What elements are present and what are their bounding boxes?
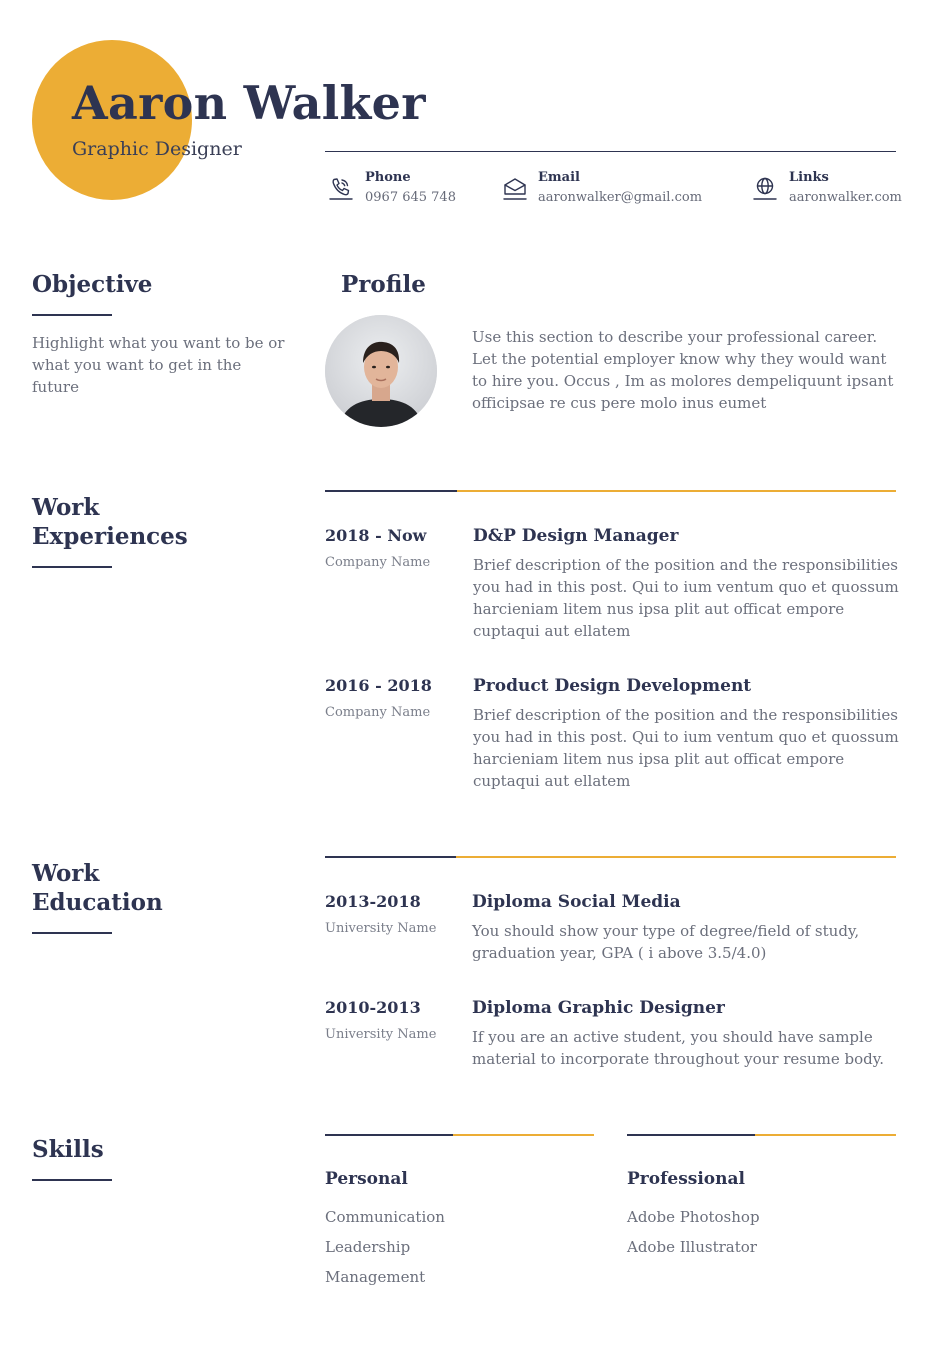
education-school: University Name [325, 921, 437, 936]
work-experiences-title-line2: Experiences [32, 523, 188, 550]
resume-name: Aaron Walker [72, 76, 426, 130]
education-years: 2010-2013 [325, 998, 421, 1017]
header-divider [325, 151, 896, 152]
experience-company: Company Name [325, 705, 431, 720]
email-label: Email [538, 170, 580, 185]
links-value[interactable]: aaronwalker.com [789, 190, 902, 205]
objective-text: Highlight what you want to be or what you want to get in the future [32, 334, 285, 396]
globe-icon [752, 175, 778, 205]
professional-skills-divider [627, 1134, 896, 1136]
skills-title: Skills [32, 1136, 104, 1163]
skill-item: Leadership [325, 1238, 411, 1256]
skill-item: Communication [325, 1208, 445, 1226]
skills-rule [32, 1179, 112, 1181]
education-description: If you are an active student, you should have sample material to incorporate throughout your resume body. [472, 1028, 885, 1068]
personal-skills-divider [325, 1134, 594, 1136]
links-label: Links [789, 170, 829, 185]
phone-value[interactable]: 0967 645 748 [365, 190, 456, 205]
work-education-title [32, 859, 163, 917]
experience-position: Product Design Development [473, 676, 752, 696]
experience-years: 2016 - 2018 [325, 676, 432, 695]
education-degree: Diploma Graphic Designer [472, 998, 725, 1018]
work-experiences-divider [325, 490, 896, 492]
personal-skills-list [325, 1202, 445, 1292]
work-education-rule [32, 932, 112, 934]
experience-description: Brief description of the position and the responsibilities you had in this post. Qui to ium ventum quo et quossum harcieniam litem nus ipsa plit aut officat empore cuptaqui aut ellatem [473, 556, 899, 640]
work-education-title-line1: Work [32, 860, 100, 887]
professional-skills-list [627, 1202, 760, 1262]
experience-company: Company Name [325, 555, 431, 570]
profile-text: Use this section to describe your professional career. Let the potential employer know why they would want to hire you. Occus , Im as molores dempeliquunt ipsant officipsae re cus pere molo inus eumet [472, 328, 894, 412]
work-experiences-rule [32, 566, 112, 568]
experience-years: 2018 - Now [325, 526, 427, 545]
education-degree: Diploma Social Media [472, 892, 681, 912]
email-value[interactable]: aaronwalker@gmail.com [538, 190, 703, 205]
experience-description: Brief description of the position and the responsibilities you had in this post. Qui to ium ventum quo et quossum harcieniam litem nus ipsa plit aut officat empore cuptaqui aut ellatem [473, 706, 899, 790]
avatar [325, 315, 437, 427]
education-years: 2013-2018 [325, 892, 421, 911]
phone-icon [328, 175, 354, 205]
work-experiences-title-line1: Work [32, 494, 100, 521]
personal-skills-heading: Personal [325, 1169, 408, 1189]
objective-title: Objective [32, 271, 153, 298]
experience-position: D&P Design Manager [473, 526, 679, 546]
resume-role: Graphic Designer [72, 138, 242, 160]
work-education-title-line2: Education [32, 889, 163, 916]
skill-item: Management [325, 1268, 426, 1286]
skill-item: Adobe Illustrator [627, 1238, 757, 1256]
education-school: University Name [325, 1027, 437, 1042]
work-experiences-title [32, 493, 188, 551]
objective-rule [32, 314, 112, 316]
skill-item: Adobe Photoshop [627, 1208, 760, 1226]
phone-label: Phone [365, 170, 411, 185]
profile-title: Profile [341, 271, 426, 298]
work-education-divider [325, 856, 896, 858]
education-description: You should show your type of degree/field of study, graduation year, GPA ( i above 3.5/4.0) [472, 922, 860, 962]
envelope-icon [502, 175, 528, 205]
professional-skills-heading: Professional [627, 1169, 745, 1189]
